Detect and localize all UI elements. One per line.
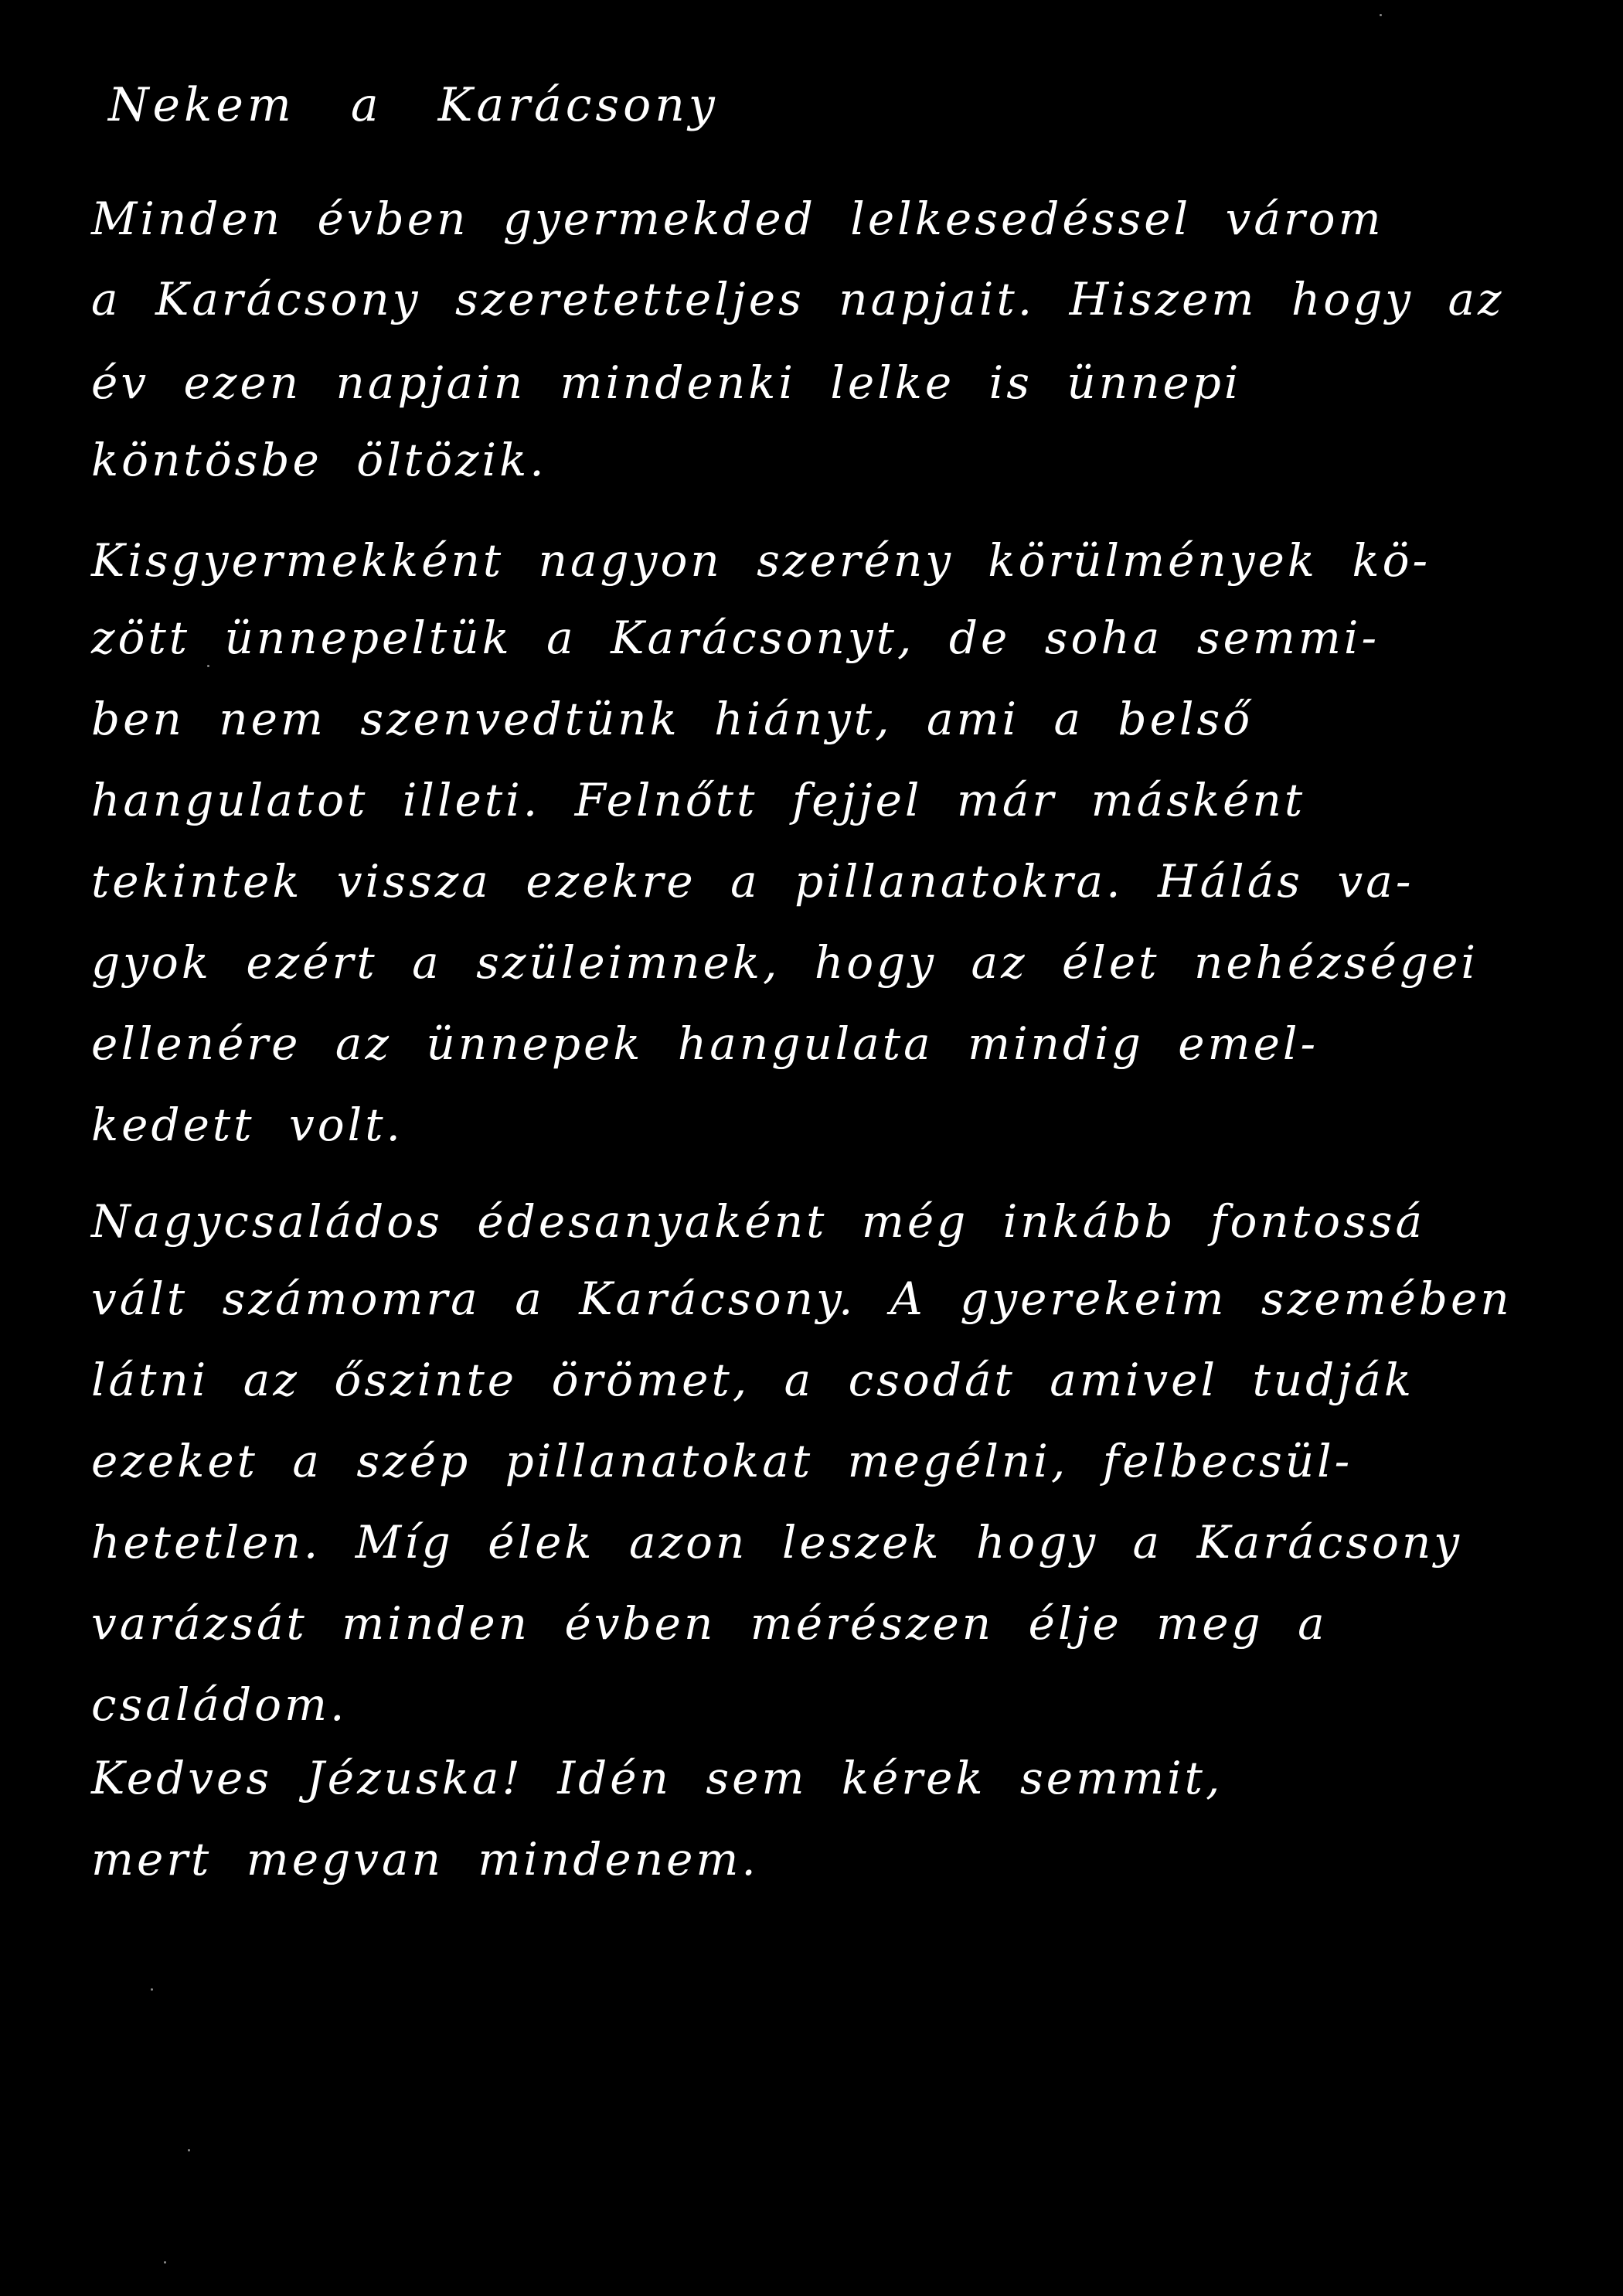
text-line-2: a Karácsony szeretetteljes napjait. Hiszem hogy az — [91, 273, 1505, 325]
text-line-4: köntösbe öltözik. — [91, 434, 547, 486]
scan-speck — [188, 2149, 190, 2151]
text-line-11: ellenére az ünnepek hangulata mindig emel- — [91, 1017, 1319, 1070]
text-line-19: családom. — [91, 1678, 348, 1731]
text-line-16: ezeket a szép pillanatokat megélni, felbecsül- — [91, 1435, 1353, 1487]
text-line-3: év ezen napjain mindenki lelke is ünnepi — [91, 356, 1242, 409]
text-line-15: látni az őszinte örömet, a csodát amivel tudják — [91, 1354, 1414, 1406]
text-line-21: mert megvan mindenem. — [91, 1833, 759, 1886]
page-title: Nekem a Karácsony — [108, 78, 719, 132]
text-line-6: zött ünnepeltük a Karácsonyt, de soha semmi- — [91, 611, 1380, 664]
text-line-9: tekintek vissza ezekre a pillanatokra. Hálás va- — [91, 855, 1414, 908]
text-line-1: Minden évben gyermekded lelkesedéssel várom — [91, 192, 1384, 245]
text-line-5: Kisgyermekként nagyon szerény körülmények kö- — [91, 534, 1431, 587]
scan-speck — [151, 1988, 153, 1991]
text-line-17: hetetlen. Míg élek azon leszek hogy a Karácsony — [91, 1516, 1463, 1569]
scan-speck — [164, 2261, 166, 2264]
text-line-18: varázsát minden évben mérészen élje meg a — [91, 1597, 1328, 1650]
text-line-13: Nagycsaládos édesanyaként még inkább fontossá — [91, 1195, 1426, 1248]
scan-speck — [207, 665, 209, 667]
text-line-14: vált számomra a Karácsony. A gyerekeim szemében — [91, 1272, 1512, 1325]
text-line-12: kedett volt. — [91, 1099, 403, 1151]
text-line-7: ben nem szenvedtünk hiányt, ami a belső — [91, 693, 1254, 745]
scan-speck — [1380, 14, 1382, 16]
text-line-20: Kedves Jézuska! Idén sem kérek semmit, — [91, 1752, 1223, 1804]
text-line-8: hangulatot illeti. Felnőtt fejjel már másként — [91, 774, 1306, 826]
text-line-10: gyok ezért a szüleimnek, hogy az élet nehézségei — [91, 936, 1479, 989]
